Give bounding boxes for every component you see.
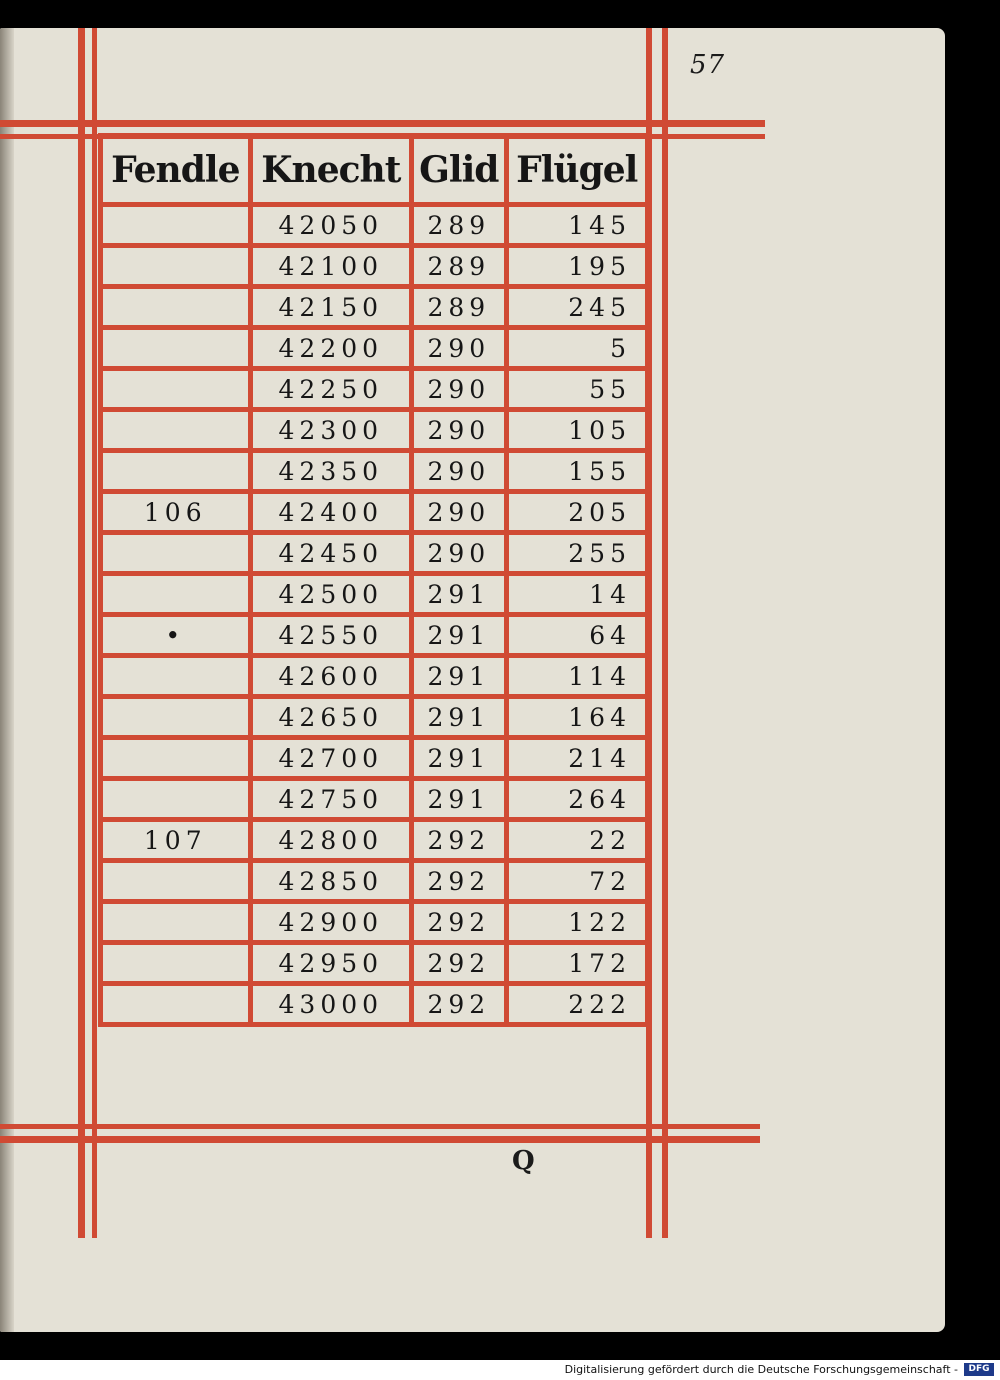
frame-right-outer <box>662 28 668 1238</box>
cell-glid: 289 <box>412 205 506 246</box>
cell-knecht: 42250 <box>250 369 412 410</box>
table-row <box>101 738 648 779</box>
header-glid: Glid <box>412 136 506 205</box>
cell-fluegel: 145 <box>506 205 647 246</box>
cell-fluegel: 172 <box>506 943 647 984</box>
table-row <box>101 820 648 861</box>
cell-glid: 291 <box>412 779 506 820</box>
frame-left-inner <box>92 28 97 1238</box>
cell-knecht: 42900 <box>250 902 412 943</box>
cell-fluegel: 195 <box>506 246 647 287</box>
cell-fendle <box>101 287 251 328</box>
cell-knecht: 42750 <box>250 779 412 820</box>
frame-bottom-outer <box>0 1136 760 1143</box>
data-table <box>98 133 650 1027</box>
cell-fluegel: 205 <box>506 492 647 533</box>
header-knecht: Knecht <box>250 136 412 205</box>
cell-glid: 291 <box>412 656 506 697</box>
cell-fluegel: 114 <box>506 656 647 697</box>
frame-top-outer <box>0 120 765 127</box>
cell-fluegel: 5 <box>506 328 647 369</box>
cell-glid: 292 <box>412 902 506 943</box>
cell-glid: 292 <box>412 984 506 1025</box>
cell-fendle <box>101 410 251 451</box>
cell-fendle <box>101 533 251 574</box>
frame-bottom-inner <box>0 1124 760 1129</box>
cell-knecht: 42200 <box>250 328 412 369</box>
signature-mark: Q <box>512 1146 535 1176</box>
table-row <box>101 574 648 615</box>
cell-fendle <box>101 984 251 1025</box>
cell-glid: 291 <box>412 574 506 615</box>
table-row <box>101 205 648 246</box>
cell-knecht: 42800 <box>250 820 412 861</box>
cell-fluegel: 214 <box>506 738 647 779</box>
cell-knecht: 42300 <box>250 410 412 451</box>
cell-knecht: 42150 <box>250 287 412 328</box>
table-row <box>101 984 648 1025</box>
cell-fluegel: 155 <box>506 451 647 492</box>
cell-knecht: 42050 <box>250 205 412 246</box>
cell-glid: 290 <box>412 328 506 369</box>
cell-glid: 290 <box>412 533 506 574</box>
cell-glid: 290 <box>412 451 506 492</box>
cell-fluegel: 245 <box>506 287 647 328</box>
cell-glid: 291 <box>412 697 506 738</box>
table-row <box>101 697 648 738</box>
cell-glid: 291 <box>412 615 506 656</box>
table-row <box>101 328 648 369</box>
table-row <box>101 492 648 533</box>
cell-knecht: 42550 <box>250 615 412 656</box>
header-fendle: Fendle <box>101 136 251 205</box>
table-header-row <box>101 136 648 205</box>
cell-fendle: • <box>101 615 251 656</box>
cell-fendle <box>101 328 251 369</box>
cell-fendle <box>101 451 251 492</box>
cell-knecht: 42950 <box>250 943 412 984</box>
cell-knecht: 42850 <box>250 861 412 902</box>
cell-fendle: 107 <box>101 820 251 861</box>
cell-knecht: 42450 <box>250 533 412 574</box>
cell-knecht: 42650 <box>250 697 412 738</box>
cell-fendle <box>101 697 251 738</box>
footer-text: Digitalisierung gefördert durch die Deutsche Forschungsgemeinschaft - <box>564 1363 958 1376</box>
cell-glid: 289 <box>412 287 506 328</box>
cell-fendle <box>101 205 251 246</box>
cell-glid: 292 <box>412 861 506 902</box>
cell-glid: 289 <box>412 246 506 287</box>
table-row <box>101 246 648 287</box>
cell-fendle <box>101 369 251 410</box>
cell-glid: 290 <box>412 410 506 451</box>
table-row <box>101 902 648 943</box>
folio-number: 57 <box>690 50 726 80</box>
cell-fluegel: 105 <box>506 410 647 451</box>
table-row <box>101 656 648 697</box>
book-page <box>0 28 945 1332</box>
table-body <box>101 205 648 1025</box>
cell-fluegel: 64 <box>506 615 647 656</box>
dfg-logo: DFG <box>964 1363 994 1376</box>
cell-fluegel: 164 <box>506 697 647 738</box>
cell-fendle <box>101 779 251 820</box>
cell-glid: 290 <box>412 492 506 533</box>
table-row <box>101 287 648 328</box>
cell-fendle: 106 <box>101 492 251 533</box>
cell-knecht: 42600 <box>250 656 412 697</box>
cell-fluegel: 22 <box>506 820 647 861</box>
cell-knecht: 43000 <box>250 984 412 1025</box>
cell-glid: 292 <box>412 943 506 984</box>
cell-fendle <box>101 574 251 615</box>
cell-fendle <box>101 738 251 779</box>
cell-fluegel: 122 <box>506 902 647 943</box>
cell-fluegel: 55 <box>506 369 647 410</box>
cell-fluegel: 72 <box>506 861 647 902</box>
header-fluegel: Flügel <box>506 136 647 205</box>
table-row <box>101 861 648 902</box>
table-row <box>101 779 648 820</box>
footer-bar <box>0 1360 1000 1380</box>
cell-knecht: 42500 <box>250 574 412 615</box>
cell-fendle <box>101 943 251 984</box>
cell-fluegel: 222 <box>506 984 647 1025</box>
cell-fluegel: 14 <box>506 574 647 615</box>
cell-fendle <box>101 902 251 943</box>
table-row <box>101 410 648 451</box>
cell-knecht: 42700 <box>250 738 412 779</box>
cell-glid: 292 <box>412 820 506 861</box>
cell-knecht: 42100 <box>250 246 412 287</box>
cell-knecht: 42400 <box>250 492 412 533</box>
cell-fluegel: 255 <box>506 533 647 574</box>
cell-fluegel: 264 <box>506 779 647 820</box>
cell-glid: 290 <box>412 369 506 410</box>
cell-fendle <box>101 246 251 287</box>
table-row <box>101 451 648 492</box>
table-row <box>101 615 648 656</box>
cell-knecht: 42350 <box>250 451 412 492</box>
table-row <box>101 943 648 984</box>
table-row <box>101 533 648 574</box>
table-row <box>101 369 648 410</box>
cell-fendle <box>101 861 251 902</box>
frame-left-outer <box>78 28 85 1238</box>
cell-glid: 291 <box>412 738 506 779</box>
cell-fendle <box>101 656 251 697</box>
